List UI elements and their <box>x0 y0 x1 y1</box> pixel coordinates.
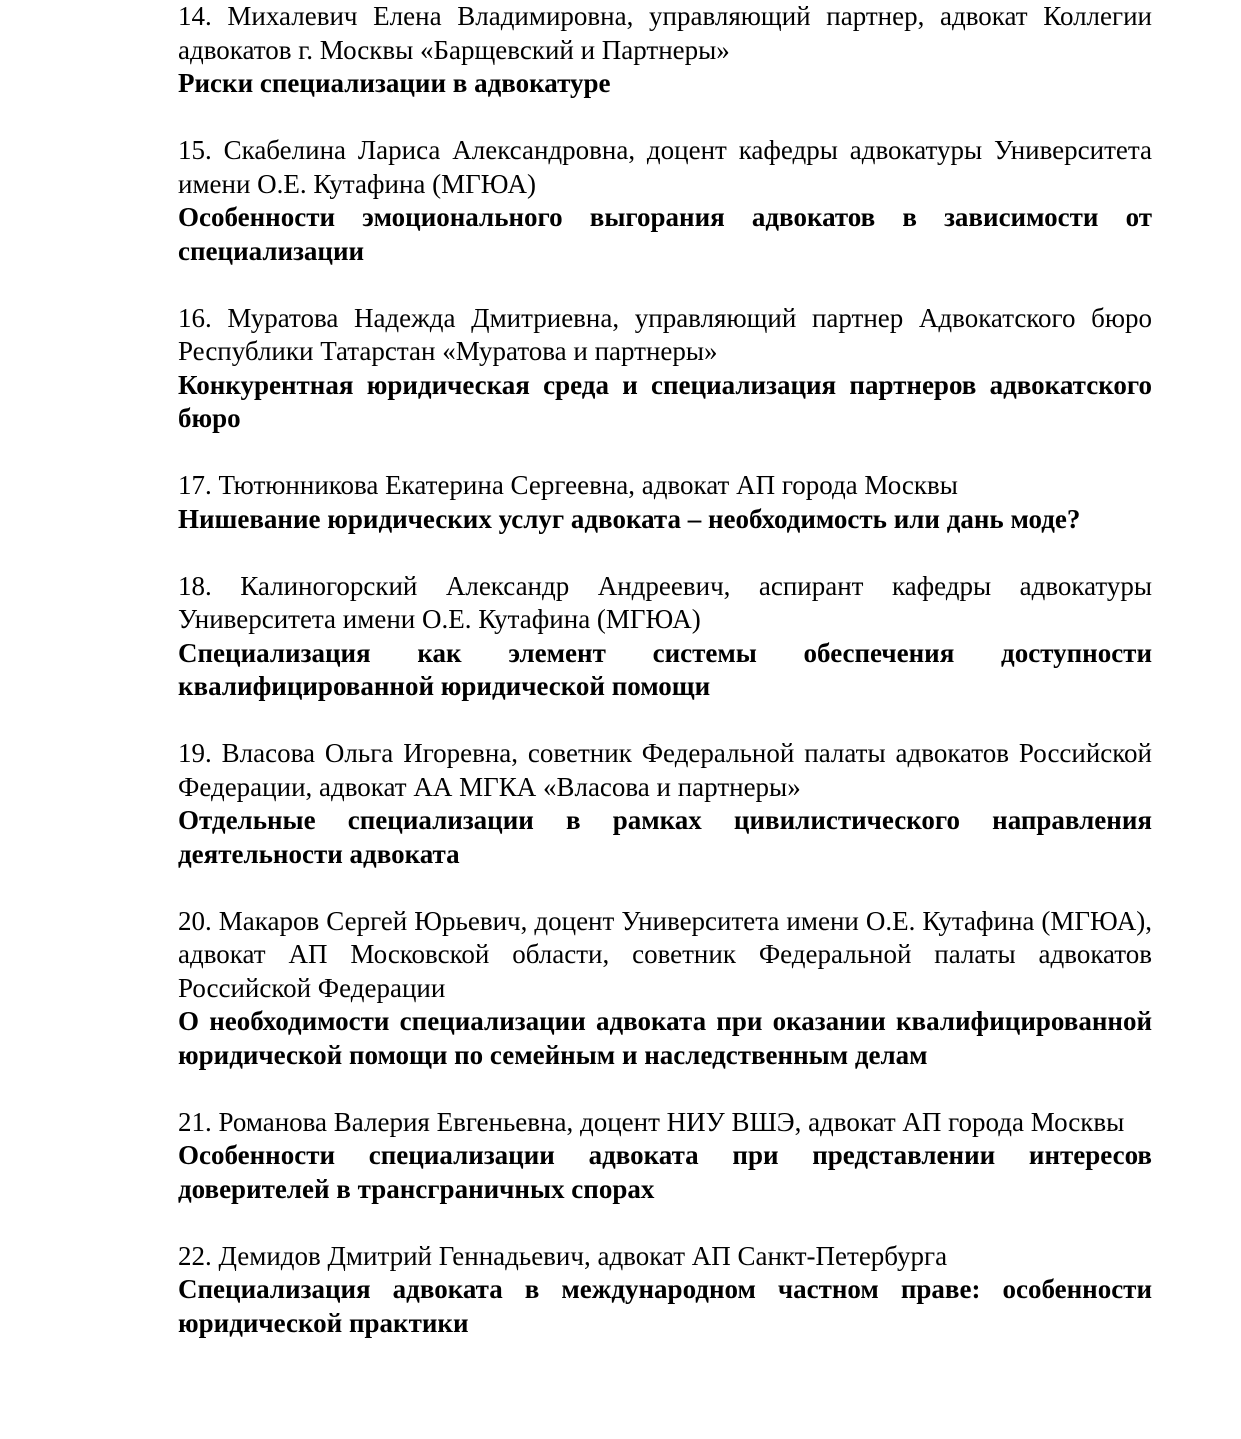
document-page <box>178 0 1152 1374</box>
report-topic: Нишевание юридических услуг адвоката – необходимость или дань моде? <box>178 503 1081 534</box>
report-topic: Специализация как элемент системы обеспечения доступности квалифицированной юридической помощи <box>178 637 1152 701</box>
list-item <box>178 570 1152 704</box>
report-topic: Отдельные специализации в рамках цивилистического направления деятельности адвоката <box>178 805 1152 869</box>
list-item <box>178 0 1152 101</box>
report-topic: Конкурентная юридическая среда и специализация партнеров адвокатского бюро <box>178 369 1152 433</box>
speaker-info: 18. Калиногорский Александр Андреевич, аспирант кафедры адвокатуры Университета имени О.Е. Кутафина (МГЮА) <box>178 570 1152 634</box>
speaker-info: 16. Муратова Надежда Дмитриевна, управляющий партнер Адвокатского бюро Республики Татарстан «Муратова и партнеры» <box>178 302 1152 366</box>
speaker-info: 22. Демидов Дмитрий Геннадьевич, адвокат АП Санкт-Петербурга <box>178 1240 948 1271</box>
list-item <box>178 469 1152 536</box>
list-item <box>178 1106 1152 1207</box>
list-item <box>178 302 1152 436</box>
speaker-info: 19. Власова Ольга Игоревна, советник Федеральной палаты адвокатов Российской Федерации, адвокат АА МГКА «Власова и партнеры» <box>178 738 1152 802</box>
list-item <box>178 905 1152 1073</box>
speaker-info: 20. Макаров Сергей Юрьевич, доцент Университета имени О.Е. Кутафина (МГЮА), адвокат АП Московской области, советник Федеральной палаты адвокатов Российской Федерации <box>178 905 1152 1003</box>
list-item <box>178 737 1152 871</box>
report-topic: Особенности эмоционального выгорания адвокатов в зависимости от специализации <box>178 202 1152 266</box>
report-topic: Особенности специализации адвоката при представлении интересов доверителей в трансграничных спорах <box>178 1140 1152 1204</box>
report-topic: Специализация адвоката в международном частном праве: особенности юридической практики <box>178 1274 1152 1338</box>
speaker-info: 15. Скабелина Лариса Александровна, доцент кафедры адвокатуры Университета имени О.Е. Кутафина (МГЮА) <box>178 135 1152 199</box>
report-topic: О необходимости специализации адвоката при оказании квалифицированной юридической помощи по семейным и наследственным делам <box>178 1006 1152 1070</box>
list-item <box>178 134 1152 268</box>
speaker-info: 14. Михалевич Елена Владимировна, управляющий партнер, адвокат Коллегии адвокатов г. Москвы «Барщевский и Партнеры» <box>178 1 1152 65</box>
speaker-info: 21. Романова Валерия Евгеньевна, доцент НИУ ВШЭ, адвокат АП города Москвы <box>178 1106 1125 1137</box>
speaker-info: 17. Тютюнникова Екатерина Сергеевна, адвокат АП города Москвы <box>178 470 958 500</box>
report-topic: Риски специализации в адвокатуре <box>178 68 611 98</box>
list-item <box>178 1240 1152 1341</box>
